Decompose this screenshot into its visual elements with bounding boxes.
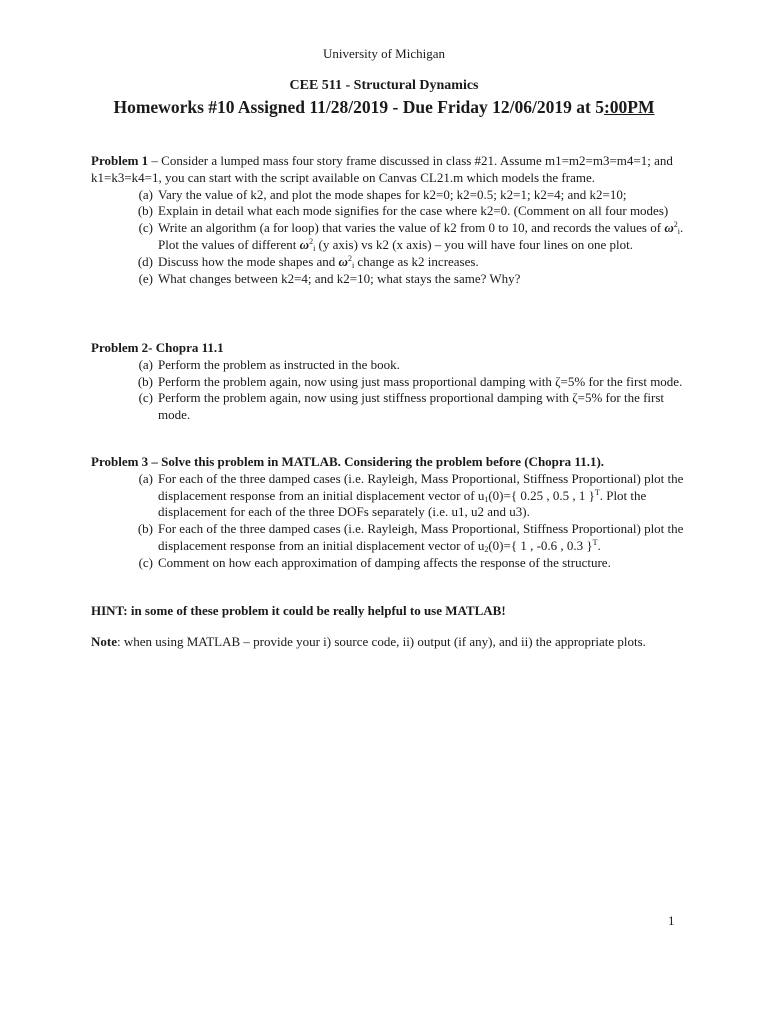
problem-3-parts: [91, 471, 691, 572]
page-number: 1: [668, 913, 675, 928]
part-label: (b): [137, 373, 153, 389]
part-text: For each of the three damped cases (i.e. Rayleigh, Mass Proportional, Stiffness Proportional) plot the displacement response from an initial displacement vector of u: [158, 470, 684, 503]
subscript: i: [313, 243, 316, 253]
problem-1-heading: Problem 1: [91, 153, 149, 168]
part-label: (b): [137, 203, 153, 219]
part-label: (c): [138, 390, 153, 406]
problem-1-part-d: [91, 254, 691, 271]
omega-symbol: ω: [338, 253, 348, 269]
part-text: . Plot the displacement for each of the three DOFs separately (i.e. u1, u2 and u3).: [158, 487, 647, 520]
problem-3-part-c: [91, 555, 691, 572]
part-text: Explain in detail what each mode signifies for the case where k2=0. (Comment on all four modes): [158, 203, 669, 219]
part-text: What changes between k2=4; and k2=10; what stays the same? Why?: [158, 270, 521, 286]
problem-1-intro-text: – Consider a lumped mass four story frame discussed in class #21. Assume m1=m2=m3=m4=1; and k1=k3=k4=1, you can start with the script available on Canvas CL21.m which models the frame.: [91, 153, 673, 185]
problem-1-part-c: [91, 220, 691, 254]
problem-2-part-b: [91, 374, 691, 391]
part-label: (e): [138, 270, 153, 286]
subscript: i: [351, 260, 355, 270]
part-label: (c): [138, 220, 153, 236]
part-label: (b): [137, 521, 153, 537]
superscript: T: [594, 487, 600, 497]
problem-1-parts: [91, 187, 691, 288]
part-label: (a): [138, 356, 153, 372]
part-text: (y axis) vs k2 (x axis) – you will have four lines on one plot.: [315, 236, 634, 252]
part-text: Perform the problem again, now using just mass proportional damping with ζ=5% for the first mode.: [158, 373, 683, 389]
part-text: change as k2 increases.: [354, 253, 479, 269]
problem-2-part-c: [91, 390, 691, 424]
omega-symbol: ω: [299, 236, 310, 252]
homework-title-time: :00PM: [603, 97, 655, 117]
note-label: Note: [91, 634, 117, 649]
problem-3: [91, 454, 691, 572]
homework-title-main: Homeworks #10 Assigned 11/28/2019 - Due Friday 12/06/2019 at 5: [113, 97, 604, 117]
university-name: University of Michigan: [322, 46, 446, 61]
problem-2-heading: Problem 2- Chopra 11.1: [91, 340, 224, 355]
subscript: i: [677, 227, 680, 237]
note-text: : when using MATLAB – provide your i) source code, ii) output (if any), and ii) the appropriate plots.: [117, 634, 646, 649]
part-text: Perform the problem as instructed in the book.: [158, 356, 400, 372]
problem-2-parts: [91, 357, 691, 424]
superscript: T: [592, 537, 598, 547]
course-title: CEE 511 - Structural Dynamics: [289, 78, 479, 93]
part-label: (c): [138, 554, 153, 570]
superscript: 2: [347, 253, 352, 263]
problem-1-intro: [91, 153, 691, 187]
superscript: 2: [673, 220, 678, 230]
problem-1-part-a: [91, 187, 691, 204]
part-text: Write an algorithm (a for loop) that varies the value of k2 from 0 to 10, and records the values of: [158, 220, 662, 236]
superscript: 2: [309, 236, 314, 246]
homework-title: [0, 99, 768, 116]
subscript: 2: [484, 544, 489, 554]
omega-symbol: ω: [664, 220, 674, 236]
problem-2: [91, 340, 691, 424]
problem-3-part-b: [91, 521, 691, 555]
part-text: .: [597, 537, 601, 553]
part-text: Perform the problem again, now using just stiffness proportional damping with ζ=5% for the first mode.: [158, 390, 665, 423]
part-text: (0)={ 1 , -0.6 , 0.3 }: [488, 537, 593, 553]
part-text: (0)={ 0.25 , 0.5 , 1 }: [488, 487, 595, 503]
problem-3-part-a: [91, 471, 691, 521]
hint-text: HINT: in some of these problem it could be really helpful to use MATLAB!: [91, 603, 506, 618]
part-text: For each of the three damped cases (i.e. Rayleigh, Mass Proportional, Stiffness Proportional) plot the displacement response from an initial displacement vector of u: [158, 521, 684, 553]
problem-1-part-e: [91, 271, 691, 288]
problem-3-heading: Problem 3 – Solve this problem in MATLAB. Considering the problem before (Chopra 11.1).: [91, 454, 605, 469]
part-text: Comment on how each approximation of damping affects the response of the structure.: [158, 554, 611, 570]
part-label: (a): [138, 470, 153, 486]
problem-1: [91, 153, 691, 287]
part-text: . Plot the values of different: [158, 220, 684, 252]
part-label: (a): [138, 186, 153, 202]
note: [91, 634, 691, 651]
subscript: 1: [484, 494, 489, 504]
part-label: (d): [137, 253, 153, 269]
part-text: Vary the value of k2, and plot the mode shapes for k2=0; k2=0.5; k2=1; k2=4; and k2=10;: [158, 186, 627, 202]
problem-2-part-a: [91, 357, 691, 374]
part-text: Discuss how the mode shapes and: [158, 253, 339, 269]
problem-1-part-b: [91, 203, 691, 220]
